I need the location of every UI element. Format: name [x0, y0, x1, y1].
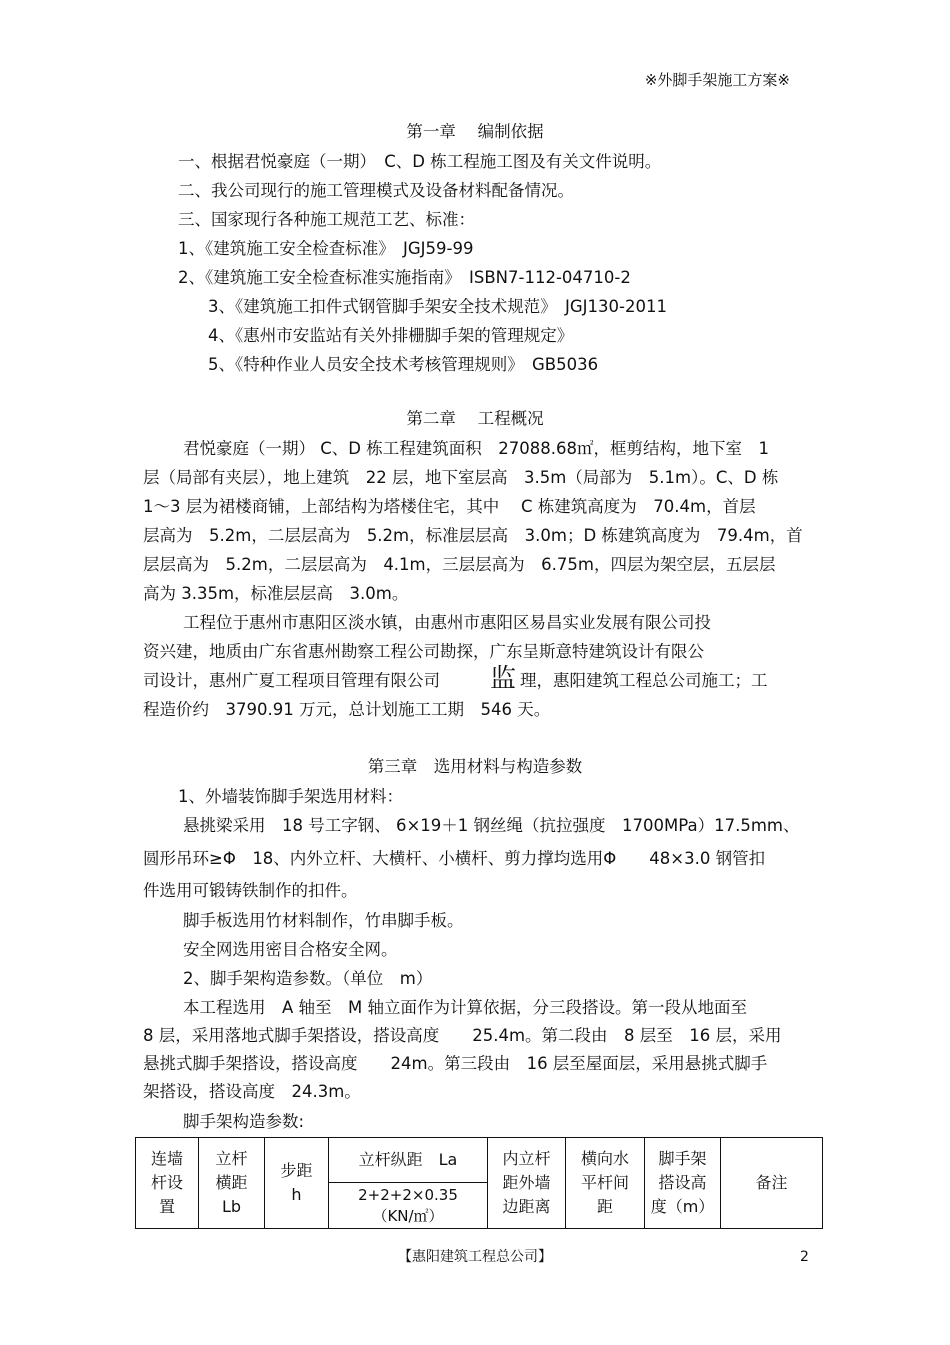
scaffold-params-table — [135, 1137, 823, 1229]
chapter3-title: 第三章 选用材料与构造参数 — [367, 757, 583, 776]
location-line: 资兴建，地质由广东省惠州勘察工程公司勘探，广东呈斯意特建筑设计有限公 — [143, 642, 704, 661]
chapter2-title: 第二章 工程概况 — [406, 409, 544, 428]
header-inner-distance: 内立杆 距外墙 边距离 — [488, 1138, 566, 1229]
header-note: 备注 — [721, 1138, 823, 1229]
header-la-load: 2+2+2×0.35 （KN/㎡） — [329, 1183, 488, 1229]
header-step: 步距 h — [265, 1138, 329, 1229]
overview-line: 君悦豪庭（一期） C、D 栋工程建筑面积 27088.68㎡，框剪结构，地下室 1 — [183, 439, 769, 458]
location-big-char: 监 — [490, 664, 517, 694]
material-line: 悬挑梁采用 18 号工字钢、 6×19＋1 钢丝绳（抗拉强度 1700MPa）17.5mm、 — [183, 816, 800, 835]
table-caption: 脚手架构造参数: — [183, 1112, 305, 1131]
chapter1-title: 第一章 编制依据 — [406, 122, 544, 141]
reference-item: 1、《建筑施工安全检查标准》 JGJ59-99 — [178, 239, 474, 258]
page-footer: 【惠阳建筑工程总公司】 — [398, 1249, 552, 1265]
overview-line: 层高为 5.2m，二层层高为 5.2m，标准层层高 3.0m；D 栋建筑高度为 79.4m，首 — [143, 526, 803, 545]
section-heading: 2、脚手架构造参数。（单位 m） — [183, 969, 433, 988]
header-lb: 立杆 横距 Lb — [199, 1138, 265, 1229]
overview-line: 1～3 层为裙楼商铺，上部结构为塔楼住宅，其中 C 栋建筑高度为 70.4m，首层 — [143, 497, 756, 516]
header-height: 脚手架 搭设高 度（m） — [645, 1138, 721, 1229]
material-line: 圆形吊环≥Φ 18、内外立杆、大横杆、小横杆、剪力撑均选用Φ 48×3.0 钢管扣 — [143, 849, 766, 868]
page-number: 2 — [800, 1249, 809, 1265]
reference-item: 4、《惠州市安监站有关外排栅脚手架的管理规定》 — [208, 326, 574, 345]
overview-line: 层层高为 5.2m，二层层高为 4.1m，三层层高为 6.75m，四层为架空层，五层层 — [143, 555, 776, 574]
overview-line: 层（局部有夹层），地上建筑 22 层，地下室层高 3.5m（局部为 5.1m）。C、D 栋 — [143, 468, 779, 487]
header-wall-tie: 连墙 杆设 置 — [136, 1138, 199, 1229]
construct-line: 8 层，采用落地式脚手架搭设，搭设高度 25.4m。第二段由 8 层至 16 层，采用 — [143, 1026, 782, 1045]
chapter1-item: 一、根据君悦豪庭（一期） C、D 栋工程施工图及有关文件说明。 — [178, 152, 662, 171]
construct-line: 悬挑式脚手架搭设，搭设高度 24m。第三段由 16 层至屋面层，采用悬挑式脚手 — [143, 1054, 768, 1073]
reference-item: 2、《建筑施工安全检查标准实施指南》 ISBN7-112-04710-2 — [178, 268, 631, 287]
chapter1-item: 三、国家现行各种施工规范工艺、标准： — [178, 210, 475, 229]
reference-item: 5、《特种作业人员安全技术考核管理规则》 GB5036 — [208, 355, 599, 374]
location-line: 司设计，惠州广夏工程项目管理有限公司 — [143, 671, 440, 690]
overview-line: 高为 3.35m，标准层层高 3.0m。 — [143, 584, 409, 603]
location-line: 工程位于惠州市惠阳区淡水镇，由惠州市惠阳区易昌实业发展有限公司投 — [183, 613, 711, 632]
page-header: ※外脚手架施工方案※ — [644, 71, 790, 89]
chapter1-item: 二、我公司现行的施工管理模式及设备材料配备情况。 — [178, 181, 574, 200]
material-line: 件选用可锻铸铁制作的扣件。 — [143, 881, 358, 900]
reference-item: 3、《建筑施工扣件式钢管脚手架安全技术规范》 JGJ130-2011 — [208, 297, 667, 316]
header-la: 立杆纵距 La — [329, 1138, 488, 1183]
material-board: 脚手板选用竹材料制作，竹串脚手板。 — [183, 911, 464, 930]
section-heading: 1、外墙装饰脚手架选用材料： — [178, 787, 403, 806]
location-line-tail: 理，惠阳建筑工程总公司施工；工 — [520, 671, 768, 690]
header-transverse-spacing: 横向水 平杆间 距 — [566, 1138, 645, 1229]
location-line: 程造价约 3790.91 万元，总计划施工工期 546 天。 — [143, 700, 551, 719]
construct-line: 本工程选用 A 轴至 M 轴立面作为计算依据，分三段搭设。第一段从地面至 — [183, 998, 748, 1017]
material-net: 安全网选用密目合格安全网。 — [183, 940, 398, 959]
construct-line: 架搭设，搭设高度 24.3m。 — [143, 1082, 361, 1101]
